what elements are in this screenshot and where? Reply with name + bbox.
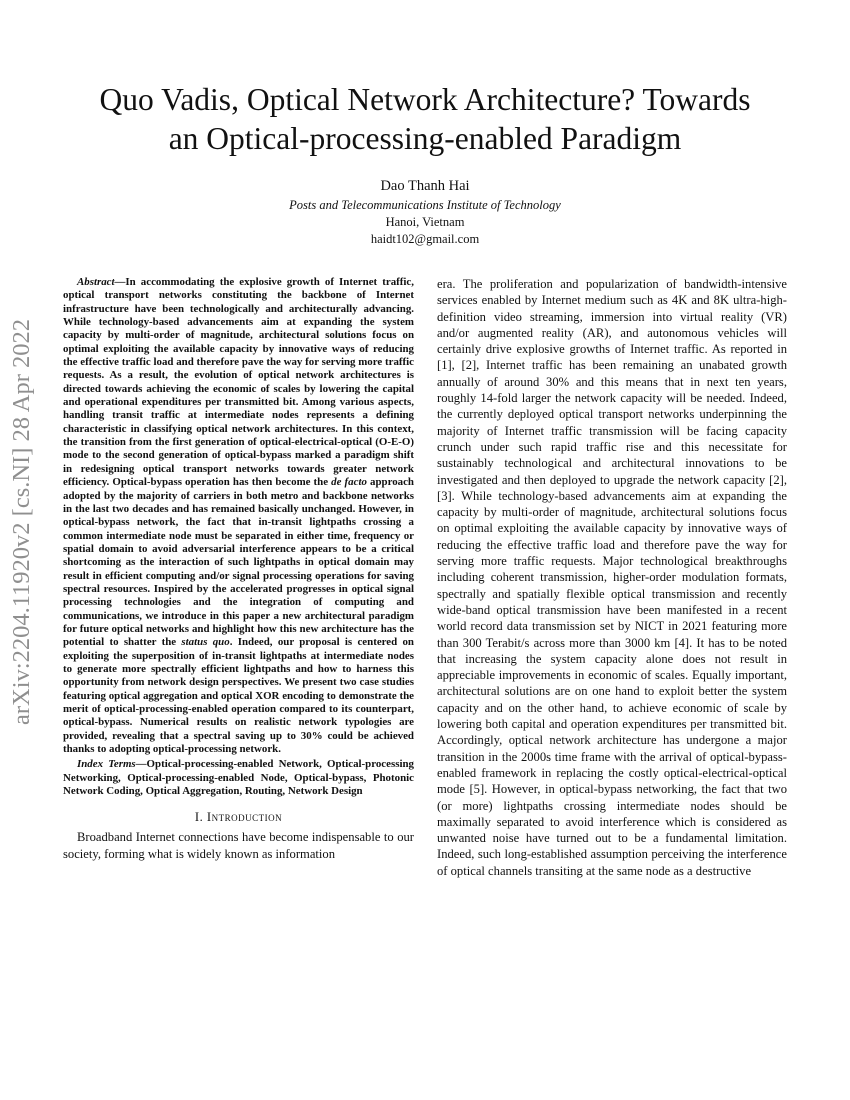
index-terms-text: —Optical-processing-enabled Network, Optical-processing Networking, Optical-processing-enabled Node, Optical-bypass, Photonic Network Coding, Optical Aggregation, Routing, Network Design xyxy=(63,758,414,798)
introduction-text-right: era. The proliferation and popularization of bandwidth-intensive services enabled by Internet medium such as 4K and 8K ultra-high-definition video streaming, immersion into virtual reality (VR) and/or augmented reality (AR), and autonomous vehicles will certainly drive explosive growths of Internet traffic. As reported in [1], [2], Internet traffic has been remaining an unabated growth annually of around 30% and this means that in next ten years, roughly 14-fold larger the network capacity will be needed. Indeed, the currently deployed optical transport networks underpinning the majority of Internet traffic transmission will be facing capacity crunch under such rapid traffic rise and this necessitate for sustainably technological and architectural innovations to be investigated and then deployed to upgrade the network capacity [2], [3]. While technology-based advancements aim at expanding the capacity by multi-order of magnitude, architectural solutions focus on optimal exploiting the available capacity by innovative ways of reducing the effective traffic load and therefore pave the way for serving more traffic requests. Major technological breakthroughs including coherent transmission, higher-order modulation formats, spectrally and spatially flexible optical transmission and recently wide-band optical transmission have been manifested in a recent world record data transmission set by NICT in 2021 featuring more than 300 Terabit/s across more than 3000 km [4]. It has to be noted that increasing the system capacity alone does not result in appreciable improvements in economic of scales. Equally important, architectural solutions are on one hand to exploit better the system capacity and on the other hand, to achieve economic of scale by lowering both capital and operation expenditures per transmitted bit. Accordingly, optical network architecture has undergone a major transition in the 2000s time frame with the arrival of optical-bypass-enabled framework in replacing the costly optical-electrical-optical mode [5]. However, in optical-bypass networking, the fact that two (or more) lightpaths crossing intermediate nodes should be maximally separated to avoid interference which is considered as unwanted noise have turned out to be a fundamental limitation. Indeed, such long-established assumption perceiving the interference of optical channels transiting at the same node as a destructive xyxy=(437,277,787,878)
abstract-text-part-3: . Indeed, our proposal is centered on exploiting the superposition of in-transit lightpaths at intermediate nodes to generate more spectrally efficient lightpaths and how to harness this opportunity from network design perspectives. We present two case studies featuring optical aggregation and optical XOR encoding to demonstrate the merit of optical-processing-enabled operation compared to its counterpart, optical-bypass. Numerical results on realistic network typologies are provided, revealing that a spectral saving up to 30% could be achieved thanks to adopting optical-processing network. xyxy=(63,636,414,756)
index-terms xyxy=(63,758,414,798)
abstract-text-part-2: approach adopted by the majority of carriers in both metro and backbone networks in the last two decades and has remained basically unchanged. However, in optical-bypass network, the fact that in-transit lightpaths crossing a common intermediate node must be separated in either time, frequency or spatial domain to avoid adversarial interference appears to be a critical shortcoming as the interaction of such lightpaths in optical domain may result in efficient computing and/or signal processing operations for saving spectral resources. Inspired by the accelerated progresses in optical signal processing technologies and the integration of computing and communications, we introduce in this paper a new architectural paradigm for future optical networks and highlight how this new architecture has the potential to shatter the xyxy=(63,476,414,649)
index-terms-label: Index Terms xyxy=(77,758,136,771)
author-email: haidt102@gmail.com xyxy=(370,232,480,246)
right-column xyxy=(437,276,787,879)
introduction-text-left: Broadband Internet connections have become indispensable to our society, forming what is widely known as information xyxy=(63,830,414,861)
paper-title-line-2: an Optical-processing-enabled Paradigm xyxy=(168,121,682,156)
left-column xyxy=(63,276,414,862)
abstract-label: Abstract xyxy=(77,276,115,288)
arxiv-identifier-stamp: arXiv:2204.11920v2 [cs.NI] 28 Apr 2022 xyxy=(8,319,35,726)
author-affiliation: Posts and Telecommunications Institute of Technology xyxy=(289,198,561,212)
section-heading-introduction: I. Introduction xyxy=(194,810,283,825)
abstract-de-facto: de facto xyxy=(331,476,367,489)
author-location: Hanoi, Vietnam xyxy=(385,215,465,229)
abstract xyxy=(63,276,414,756)
abstract-text-part-1: —In accommodating the explosive growth of Internet traffic, optical transport networks constituting the backbone of Internet infrastructure have been technologically and architecturally advancing. While technology-based advancements aim at expanding the system capacity by multi-order of magnitude, architectural solutions focus on optimal exploiting the available capacity by innovative ways of reducing the effective traffic load and therefore pave the way for serving more traffic requests. As a result, the evolution of optical network architectures is directed towards achieving the economic of scales by lowering the capital and operational expenditures per transmitted bit. Among various aspects, handling transit traffic at intermediate nodes represents a defining characteristic in classifying optical network architectures. In this context, the transition from the first generation of optical-electrical-optical (O-E-O) mode to the second generation of optical-bypass marked a paradigm shift in redesigning optical transport networks towards greater network efficiency. Optical-bypass operation has then become the xyxy=(63,276,414,489)
abstract-status-quo: status quo xyxy=(181,636,230,649)
paper-title xyxy=(40,80,810,158)
author-name: Dao Thanh Hai xyxy=(380,178,470,194)
paper-title-line-1: Quo Vadis, Optical Network Architecture? Towards xyxy=(99,82,751,117)
